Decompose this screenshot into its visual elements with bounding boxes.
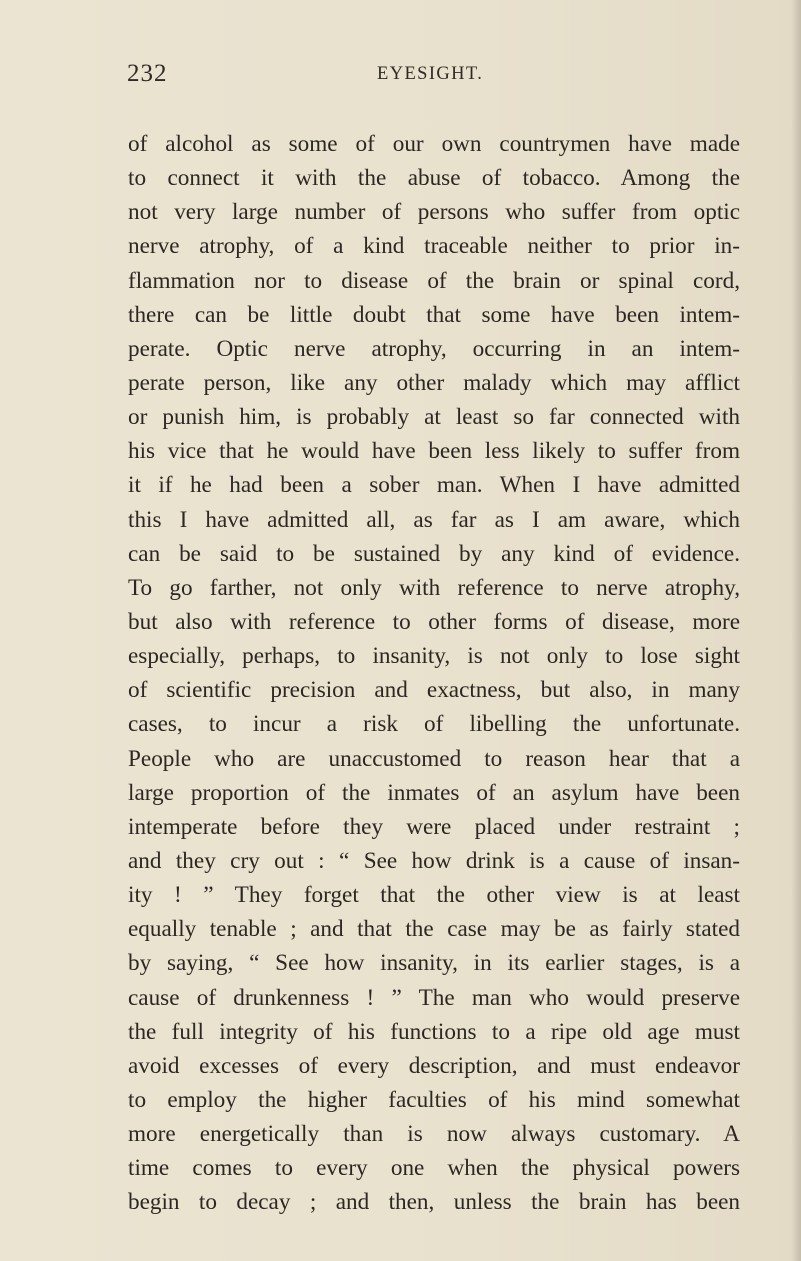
- text-line: or punish him, is probably at least so far connected with: [128, 404, 740, 431]
- text-line: by saying, “ See how insanity, in its earlier stages, is a: [128, 950, 740, 977]
- text-line: intemperate before they were placed under restraint ;: [128, 813, 740, 840]
- text-line: begin to decay ; and then, unless the brain has been: [128, 1189, 740, 1216]
- page-edge-shadow: [791, 0, 801, 1261]
- text-line: it if he had been a sober man. When I have admitted: [128, 472, 740, 499]
- text-line: the full integrity of his functions to a ripe old age must: [128, 1018, 740, 1045]
- text-line: nerve atrophy, of a kind traceable neither to prior in-: [128, 233, 740, 260]
- text-line: to connect it with the abuse of tobacco. Among the: [128, 165, 740, 192]
- text-line: and they cry out : “ See how drink is a cause of insan-: [128, 847, 740, 874]
- text-line: but also with reference to other forms of disease, more: [128, 608, 740, 635]
- text-line: especially, perhaps, to insanity, is not only to lose sight: [128, 643, 740, 670]
- body-text: [128, 127, 740, 1220]
- text-line: time comes to every one when the physical powers: [128, 1155, 740, 1182]
- running-head: EYESIGHT.: [377, 64, 484, 84]
- text-line: of scientific precision and exactness, but also, in many: [128, 677, 740, 704]
- text-line: cause of drunkenness ! ” The man who would preserve: [128, 984, 740, 1011]
- text-line: equally tenable ; and that the case may be as fairly stated: [128, 916, 740, 943]
- text-line: to employ the higher faculties of his mind somewhat: [128, 1086, 740, 1113]
- text-line: this I have admitted all, as far as I am aware, which: [128, 506, 740, 533]
- text-line: perate. Optic nerve atrophy, occurring in an intem-: [128, 335, 740, 362]
- text-line: To go farther, not only with reference to nerve atrophy,: [128, 574, 740, 601]
- text-line: large proportion of the inmates of an asylum have been: [128, 779, 740, 806]
- text-line: of alcohol as some of our own countrymen have made: [128, 131, 740, 157]
- text-line: flammation nor to disease of the brain or spinal cord,: [128, 267, 740, 294]
- text-line: People who are unaccustomed to reason hear that a: [128, 745, 740, 772]
- text-line: can be said to be sustained by any kind of evidence.: [128, 540, 740, 567]
- page-number: 232: [127, 60, 168, 87]
- text-line: perate person, like any other malady which may afflict: [128, 369, 740, 396]
- text-line: cases, to incur a risk of libelling the unfortunate.: [128, 711, 740, 738]
- text-line: there can be little doubt that some have been intem-: [128, 301, 740, 328]
- text-line: his vice that he would have been less likely to suffer from: [128, 438, 740, 465]
- page-header: [127, 60, 737, 92]
- text-line: avoid excesses of every description, and must endeavor: [128, 1052, 740, 1079]
- text-line: ity ! ” They forget that the other view is at least: [128, 882, 740, 909]
- text-line: more energetically than is now always customary. A: [128, 1121, 740, 1148]
- text-line: not very large number of persons who suffer from optic: [128, 199, 740, 226]
